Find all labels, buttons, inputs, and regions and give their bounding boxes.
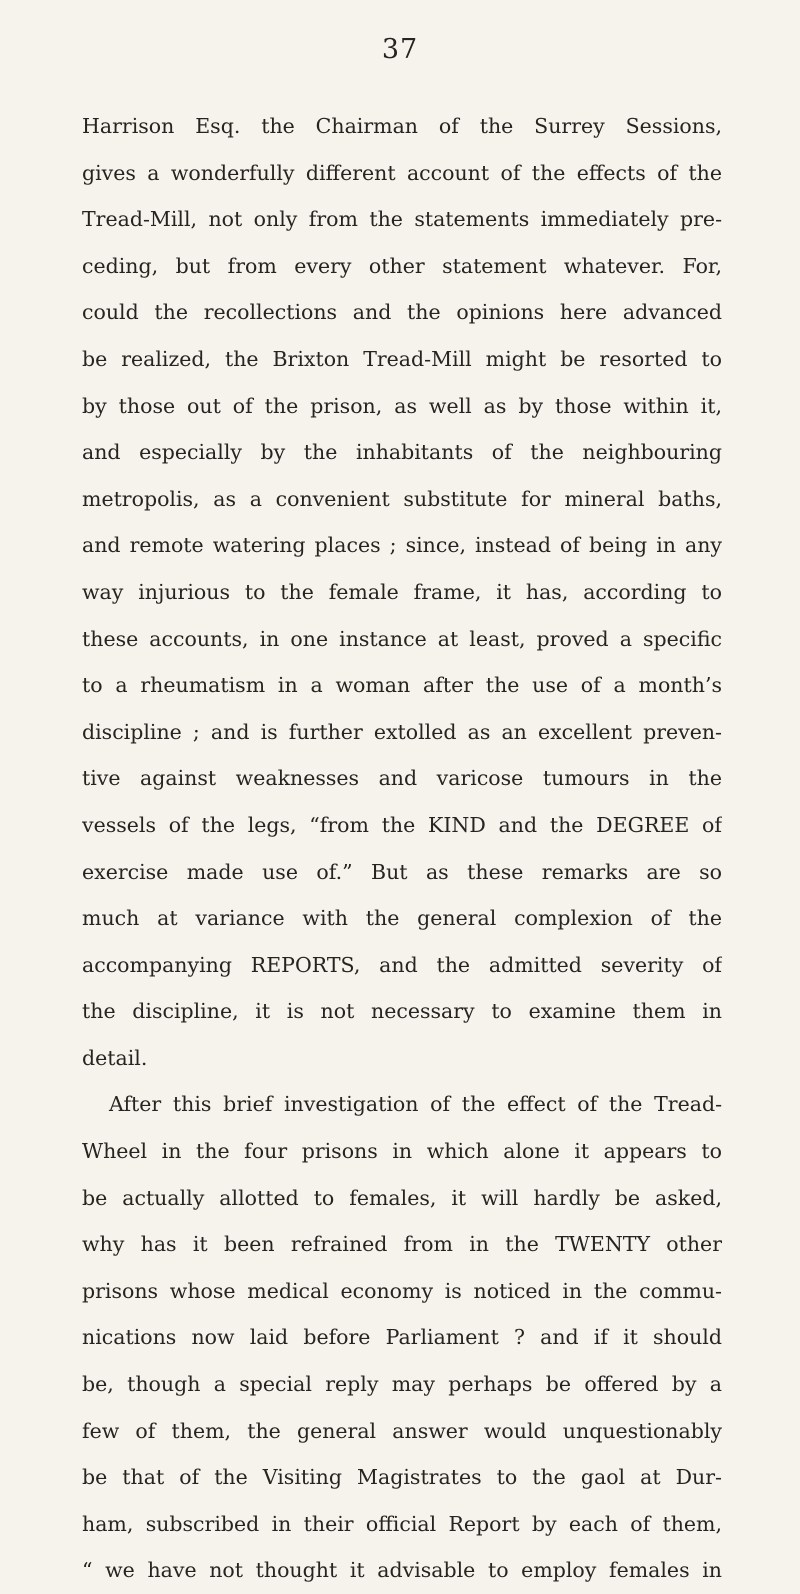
text-line: “ we have not thought it advisable to employ females in [82, 1558, 722, 1583]
text-line: Tread-Mill, not only from the statements immediately pre- [82, 207, 722, 232]
text-line: Harrison Esq. the Chairman of the Surrey Sessions, [82, 114, 722, 138]
text-line: ceding, but from every other statement whatever. For, [82, 253, 722, 278]
text-line: prisons whose medical economy is noticed in the commu- [82, 1278, 722, 1303]
text-line: be that of the Visiting Magistrates to the gaol at Dur- [82, 1465, 722, 1490]
text-line: exercise made use of.” But as these remarks are so [82, 859, 722, 884]
text-line: could the recollections and the opinions here advanced [82, 300, 722, 325]
text-line: ham, subscribed in their official Report by each of them, [82, 1511, 722, 1536]
page-number: 37 [381, 34, 419, 65]
text-line: tive against weaknesses and varicose tumours in the [82, 766, 722, 791]
text-line: nications now laid before Parliament ? and if it should [82, 1325, 722, 1350]
text-line: by those out of the prison, as well as by those within it, [82, 393, 722, 418]
text-line: be actually allotted to females, it will hardly be asked, [82, 1185, 722, 1210]
text-line: few of them, the general answer would unquestionably [82, 1418, 722, 1443]
text-line: metropolis, as a convenient substitute for mineral baths, [82, 486, 722, 511]
text-line: vessels of the legs, “from the KIND and the DEGREE of [82, 812, 722, 837]
text-line: why has it been refrained from in the TWENTY other [82, 1232, 722, 1257]
text-line: Wheel in the four prisons in which alone it appears to [82, 1139, 722, 1164]
text-line: these accounts, in one instance at least, proved a specific [82, 626, 722, 651]
text-line: After this brief investigation of the effect of the Tread- [109, 1092, 722, 1117]
text-line: be, though a special reply may perhaps be offered by a [82, 1372, 722, 1397]
text-line: the discipline, it is not necessary to examine them in [82, 999, 722, 1024]
text-line: accompanying REPORTS, and the admitted severity of [82, 952, 722, 977]
text-line: be realized, the Brixton Tread-Mill might be resorted to [82, 346, 722, 371]
text-line: detail. [82, 1045, 148, 1070]
text-line: discipline ; and is further extolled as an excellent preven- [82, 719, 722, 744]
text-line: to a rheumatism in a woman after the use of a month’s [82, 673, 722, 698]
text-line: way injurious to the female frame, it has, according to [82, 579, 722, 604]
text-line: and especially by the inhabitants of the neighbouring [82, 440, 722, 465]
text-line: and remote watering places ; since, instead of being in any [82, 533, 722, 558]
body-text [82, 103, 722, 1594]
text-line: much at variance with the general complexion of the [82, 906, 722, 931]
text-line: gives a wonderfully different account of the effects of the [82, 160, 722, 185]
